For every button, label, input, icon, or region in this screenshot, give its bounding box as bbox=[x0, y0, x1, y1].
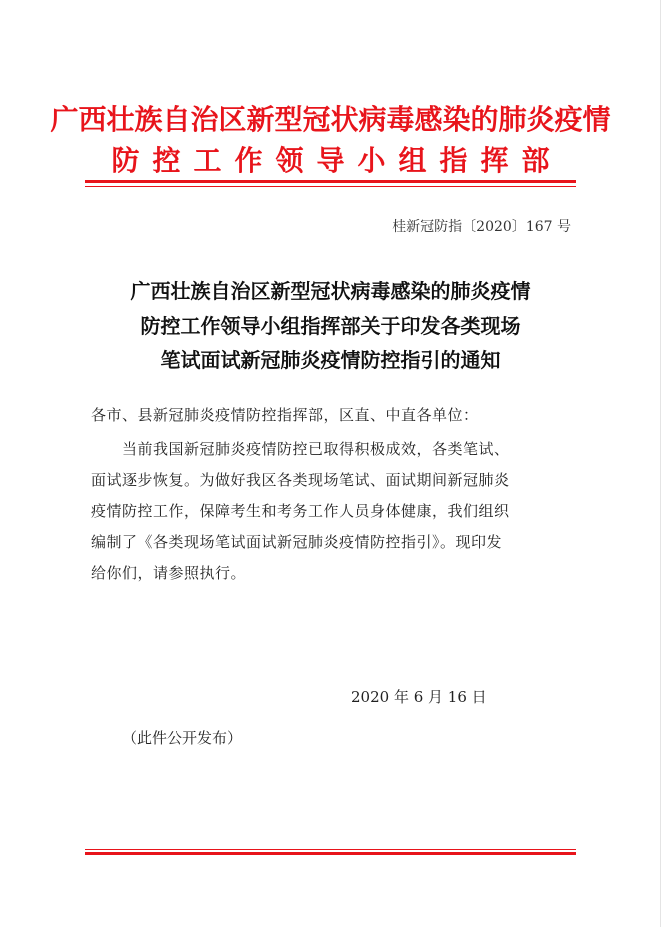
body-line-1: 当前我国新冠肺炎疫情防控已取得积极成效，各类笔试、 bbox=[122, 440, 510, 458]
body-line-5: 给你们，请参照执行。 bbox=[91, 564, 247, 582]
document-title-line1: 广西壮族自治区新型冠状病毒感染的肺炎疫情 bbox=[130, 279, 531, 303]
header-rule-thick bbox=[85, 180, 576, 183]
header-title-line1: 广西壮族自治区新型冠状病毒感染的肺炎疫情 bbox=[50, 103, 611, 136]
footer-rule-thin bbox=[85, 849, 576, 850]
header-title-line2: 防控工作领导小组指挥部 bbox=[111, 144, 563, 177]
footer-rule-thick bbox=[85, 852, 576, 855]
body-line-2: 面试逐步恢复。为做好我区各类现场笔试、面试期间新冠肺炎 bbox=[91, 471, 510, 489]
document-title-line2: 防控工作领导小组指挥部关于印发各类现场 bbox=[140, 314, 521, 338]
header-rule-thin bbox=[85, 186, 576, 187]
document-title-line3: 笔试面试新冠肺炎疫情防控指引的通知 bbox=[160, 348, 501, 372]
publish-note: （此件公开发布） bbox=[122, 729, 243, 747]
body-line-3: 疫情防控工作，保障考生和考务工作人员身体健康，我们组织 bbox=[91, 502, 510, 520]
issue-date: 2020 年 6 月 16 日 bbox=[351, 688, 487, 706]
salutation: 各市、县新冠肺炎疫情防控指挥部，区直、中直各单位： bbox=[91, 406, 479, 424]
body-line-4: 编制了《各类现场笔试面试新冠肺炎疫情防控指引》。现印发 bbox=[91, 533, 503, 551]
document-number: 桂新冠防指〔2020〕167 号 bbox=[392, 219, 571, 235]
